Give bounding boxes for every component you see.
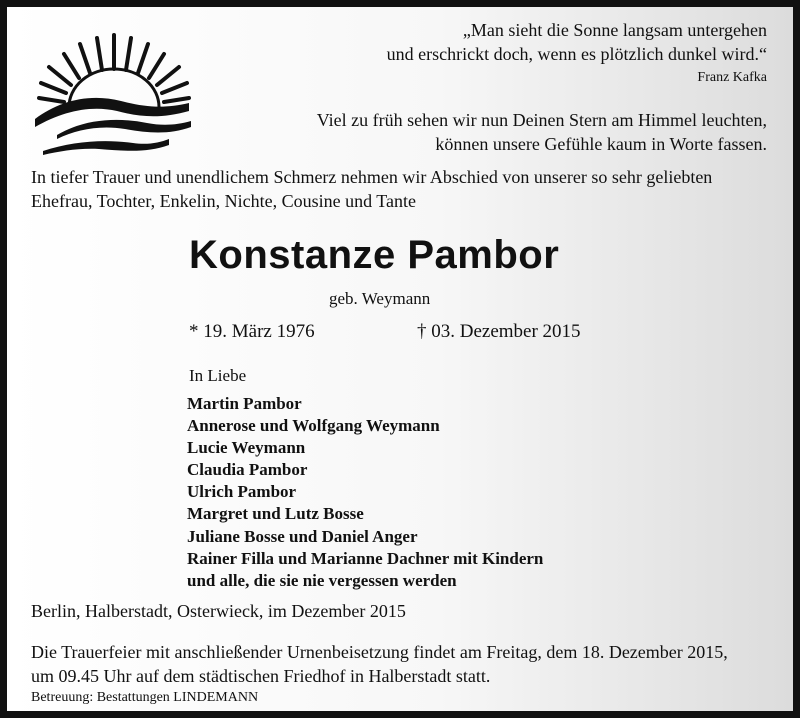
mourner-name: Rainer Filla und Marianne Dachner mit Kindern xyxy=(187,548,544,568)
mourner-name: Annerose und Wolfgang Weymann xyxy=(187,416,440,436)
verse-line-1: Viel zu früh sehen wir nun Deinen Stern am Himmel leuchten, xyxy=(316,110,767,130)
ceremony-line-1: Die Trauerfeier mit anschließender Urnenbeisetzung findet am Freitag, dem 18. Dezember 2015, xyxy=(31,642,728,662)
quote-author: Franz Kafka xyxy=(697,70,767,85)
birth-date: * 19. März 1976 xyxy=(189,321,315,342)
mourner-name: Lucie Weymann xyxy=(187,438,306,458)
mourner-name: Claudia Pambor xyxy=(187,460,308,480)
in-love-label: In Liebe xyxy=(189,366,247,385)
intro-line-1: In tiefer Trauer und unendlichem Schmerz nehmen wir Abschied von unserer so sehr geliebten xyxy=(31,167,713,187)
mourner-name: Margret und Lutz Bosse xyxy=(187,504,364,524)
sunset-over-hills-icon xyxy=(29,27,199,157)
mourner-name: Juliane Bosse und Daniel Anger xyxy=(187,526,418,546)
mourners-list xyxy=(187,393,543,592)
mourner-name: und alle, die sie nie vergessen werden xyxy=(187,570,457,590)
birth-name: geb. Weymann xyxy=(329,289,431,308)
intro-line-2: Ehefrau, Tochter, Enkelin, Nichte, Cousine und Tante xyxy=(31,191,416,211)
deceased-name: Konstanze Pambor xyxy=(189,233,560,277)
undertaker-credit: Betreuung: Bestattungen LINDEMANN xyxy=(31,690,259,705)
ceremony-line-2: um 09.45 Uhr auf dem städtischen Friedhof in Halberstadt statt. xyxy=(31,666,491,686)
mourner-name: Ulrich Pambor xyxy=(187,482,297,502)
quote-line-1: „Man sieht die Sonne langsam untergehen xyxy=(462,20,767,40)
mourner-name: Martin Pambor xyxy=(187,394,302,413)
death-date: † 03. Dezember 2015 xyxy=(417,321,581,342)
verse-line-2: können unsere Gefühle kaum in Worte fassen. xyxy=(435,134,767,154)
place-and-date: Berlin, Halberstadt, Osterwieck, im Dezember 2015 xyxy=(31,601,406,621)
quote-line-2: und erschrickt doch, wenn es plötzlich dunkel wird.“ xyxy=(386,44,767,64)
